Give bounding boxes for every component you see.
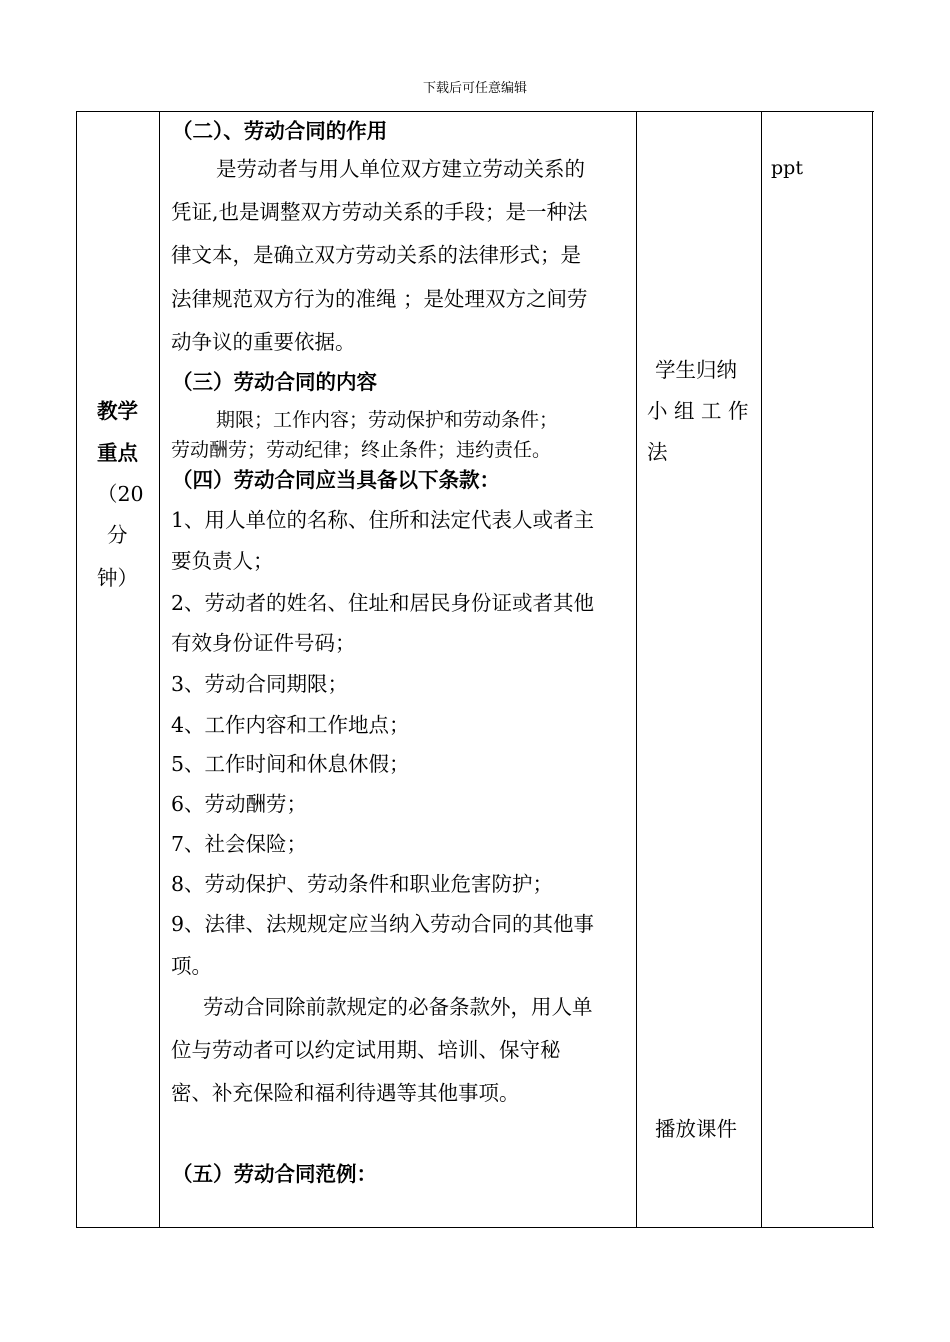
heading-contract-content: （三）劳动合同的内容 <box>172 370 377 394</box>
list-item: 1、用人单位的名称、住所和法定代表人或者主 <box>171 508 595 532</box>
heading-contract-role: （二）、劳动合同的作用 <box>172 119 388 143</box>
duration-line-2: 分 <box>107 523 128 547</box>
method-line: 小 组 工 作 <box>647 399 749 423</box>
column-divider-3 <box>761 111 762 1228</box>
list-item: 有效身份证件号码； <box>171 631 356 655</box>
column-divider-1 <box>159 111 160 1228</box>
heading-contract-example: （五）劳动合同范例： <box>172 1162 377 1186</box>
paragraph-line: 律文本，是确立双方劳动关系的法律形式；是 <box>171 243 581 267</box>
paragraph-line: 劳动酬劳；劳动纪律；终止条件；违约责任。 <box>171 439 552 461</box>
method-line: 播放课件 <box>655 1117 737 1141</box>
page-header: 下载后可任意编辑 <box>422 81 527 96</box>
list-item: 5、工作时间和休息休假； <box>171 752 410 776</box>
method-line: 学生归纳 <box>655 358 737 382</box>
media-label: ppt <box>771 157 803 179</box>
paragraph-line: 期限；工作内容；劳动保护和劳动条件； <box>216 409 559 431</box>
paragraph-line: 凭证,也是调整双方劳动关系的手段；是一种法 <box>171 200 588 224</box>
list-item: 8、劳动保护、劳动条件和职业危害防护； <box>171 872 554 896</box>
duration-line-3: 钟） <box>97 566 138 590</box>
list-item: 4、工作内容和工作地点； <box>171 713 410 737</box>
column-divider-2 <box>636 111 637 1228</box>
paragraph-line: 法律规范双方行为的准绳 ；是处理双方之间劳 <box>171 287 588 311</box>
list-item: 7、社会保险； <box>171 832 308 856</box>
list-item: 3、劳动合同期限； <box>171 672 349 696</box>
paragraph-line: 劳动合同除前款规定的必备条款外，用人单 <box>203 995 593 1019</box>
list-item: 要负责人； <box>171 549 274 573</box>
table-top-border <box>76 111 874 112</box>
table-bottom-border <box>76 1227 874 1228</box>
paragraph-line: 密、补充保险和福利待遇等其他事项。 <box>171 1081 520 1105</box>
section-label-line-1: 教学 <box>97 399 138 423</box>
section-label-line-2: 重点 <box>97 441 138 465</box>
table-right-border <box>872 111 873 1228</box>
duration-line-1: （20 <box>97 482 144 506</box>
lesson-table <box>76 111 874 1228</box>
paragraph-line: 位与劳动者可以约定试用期、培训、保守秘 <box>171 1038 561 1062</box>
method-line: 法 <box>647 440 668 464</box>
paragraph-line: 是劳动者与用人单位双方建立劳动关系的 <box>216 157 585 181</box>
list-item: 项。 <box>171 954 212 978</box>
heading-required-clauses: （四）劳动合同应当具备以下条款： <box>172 468 500 492</box>
list-item: 9、法律、法规规定应当纳入劳动合同的其他事 <box>171 912 595 936</box>
list-item: 2、劳动者的姓名、住址和居民身份证或者其他 <box>171 591 595 615</box>
table-left-border <box>76 111 77 1228</box>
list-item: 6、劳动酬劳； <box>171 792 308 816</box>
paragraph-line: 动争议的重要依据。 <box>171 330 356 354</box>
